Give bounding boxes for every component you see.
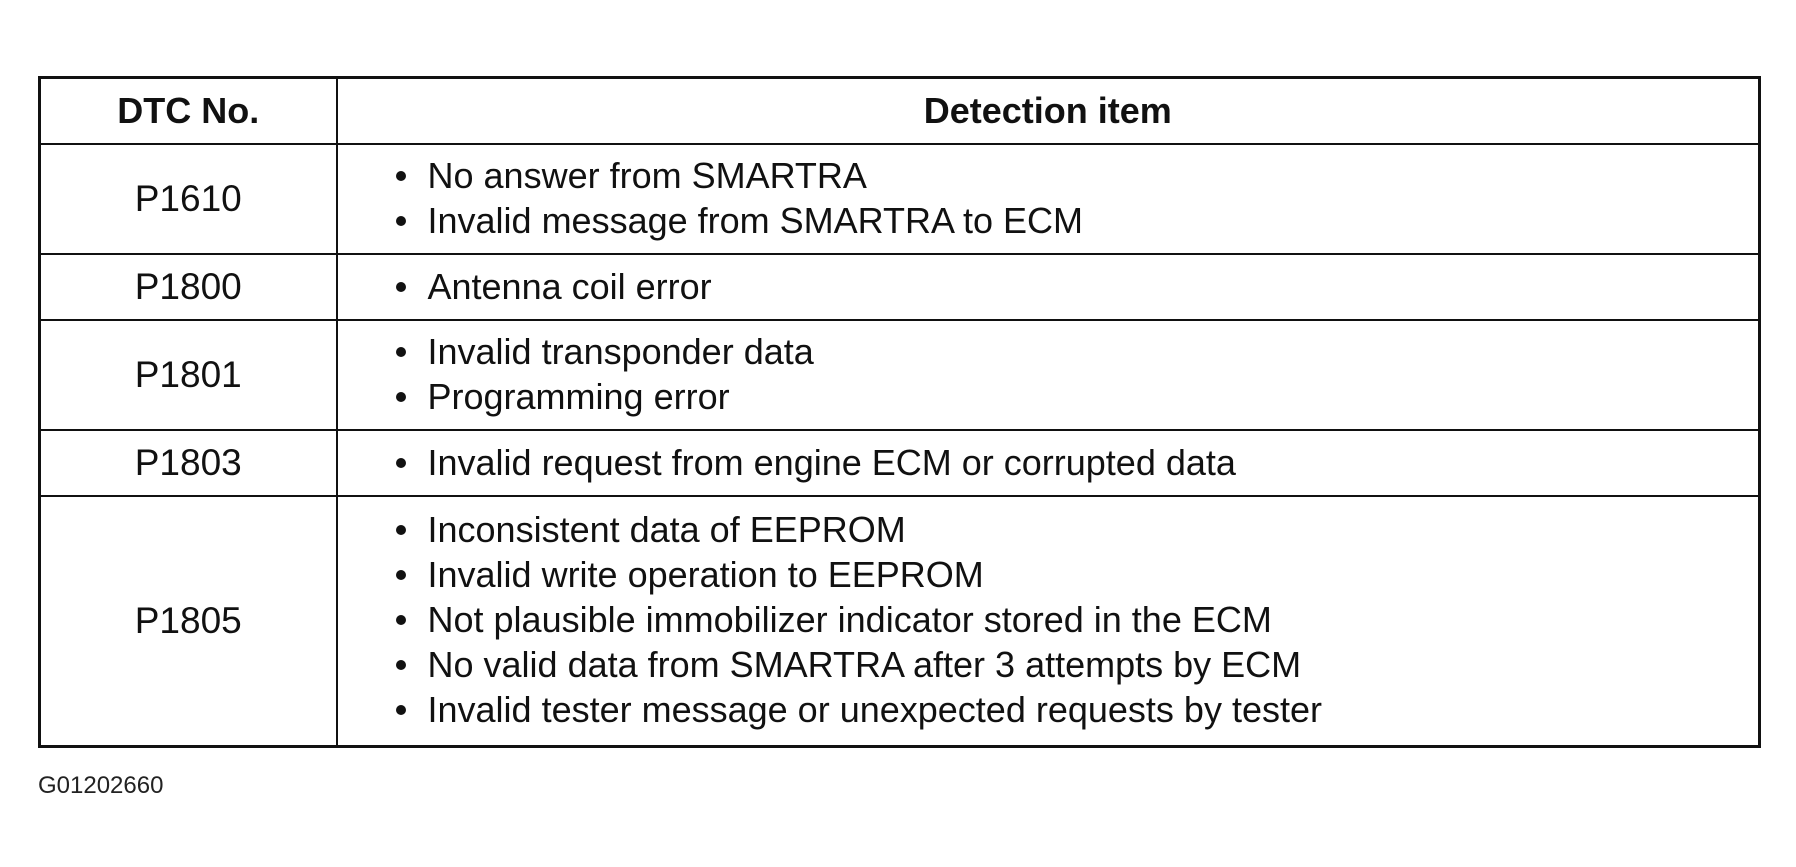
header-dtc-no: DTC No. [40, 78, 337, 145]
header-row [40, 78, 1760, 145]
list-item: Antenna coil error [396, 264, 1759, 309]
dtc-table [38, 76, 1761, 748]
table-row [40, 496, 1760, 746]
table-row [40, 254, 1760, 320]
dtc-code: P1800 [40, 254, 337, 320]
dtc-code: P1805 [40, 496, 337, 746]
list-item: Invalid message from SMARTRA to ECM [396, 198, 1759, 243]
detection-items [337, 144, 1760, 254]
header-detection-item: Detection item [337, 78, 1760, 145]
list-item: Not plausible immobilizer indicator stored in the ECM [396, 597, 1759, 642]
list-item: Invalid write operation to EEPROM [396, 552, 1759, 597]
dtc-code: P1803 [40, 430, 337, 496]
list-item: Inconsistent data of EEPROM [396, 507, 1759, 552]
list-item: Invalid transponder data [396, 329, 1759, 374]
bullet-list [338, 507, 1759, 732]
table-row [40, 430, 1760, 496]
detection-items [337, 320, 1760, 430]
list-item: Invalid request from engine ECM or corrupted data [396, 440, 1759, 485]
list-item: Programming error [396, 374, 1759, 419]
bullet-list [338, 153, 1759, 243]
bullet-list [338, 440, 1759, 485]
table-row [40, 320, 1760, 430]
table-row [40, 144, 1760, 254]
bullet-list [338, 329, 1759, 419]
dtc-code: P1610 [40, 144, 337, 254]
bullet-list [338, 264, 1759, 309]
list-item: Invalid tester message or unexpected requests by tester [396, 687, 1759, 732]
detection-items [337, 254, 1760, 320]
figure-id: G01202660 [38, 772, 164, 799]
dtc-code: P1801 [40, 320, 337, 430]
list-item: No valid data from SMARTRA after 3 attempts by ECM [396, 642, 1759, 687]
detection-items [337, 430, 1760, 496]
list-item: No answer from SMARTRA [396, 153, 1759, 198]
detection-items [337, 496, 1760, 746]
